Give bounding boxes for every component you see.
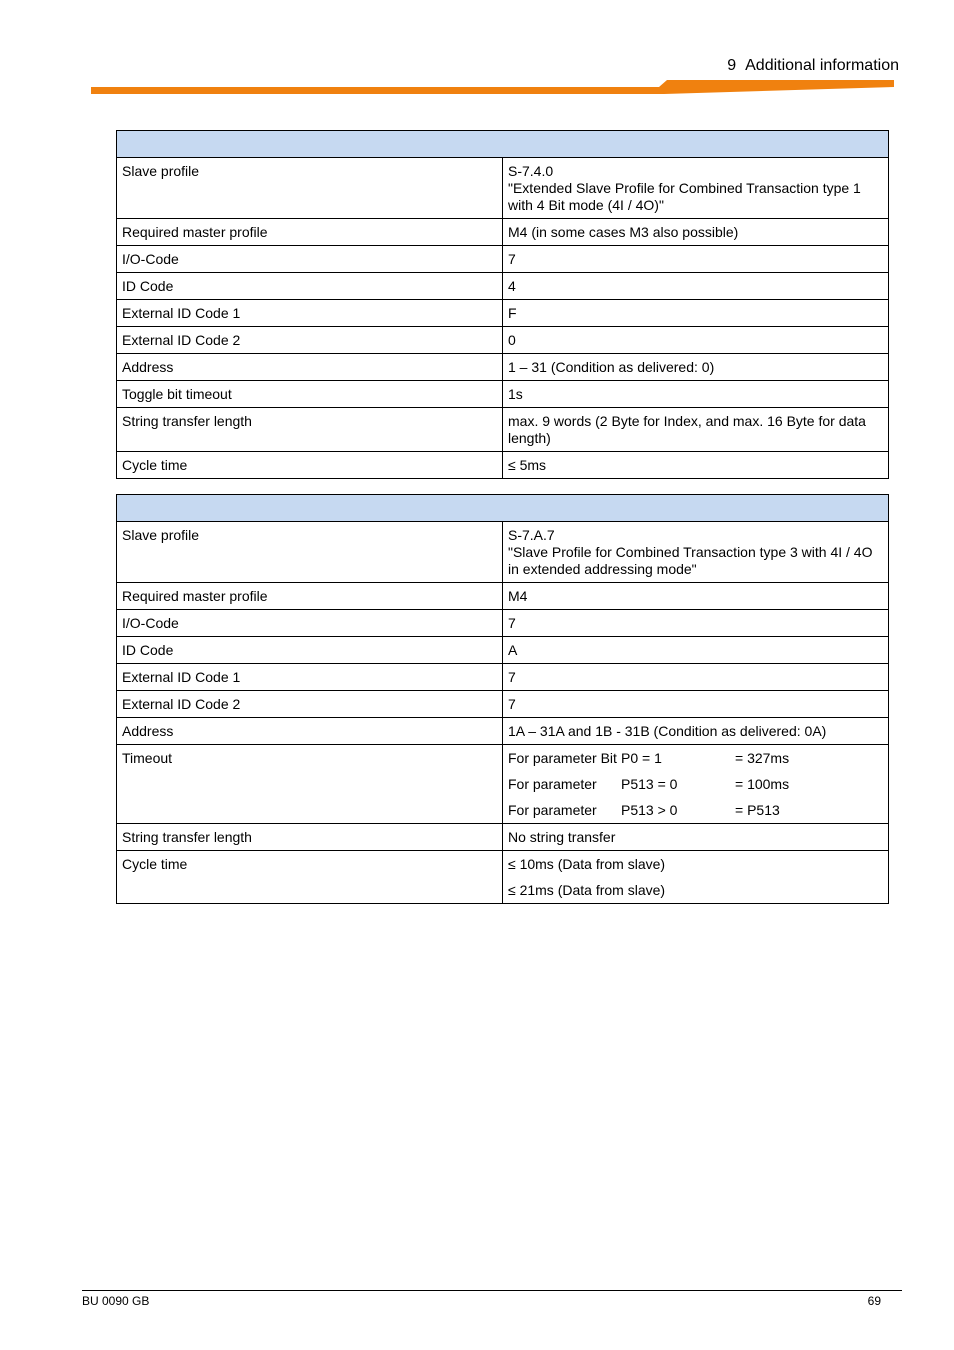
row-value: 0 (503, 327, 889, 354)
row-value (503, 522, 889, 583)
row-label: I/O-Code (117, 610, 503, 637)
row-label: ID Code (117, 273, 503, 300)
row-value: 1s (503, 381, 889, 408)
row-label: External ID Code 1 (117, 664, 503, 691)
timeout-value: = 100ms (735, 776, 790, 792)
row-value: 7 (503, 691, 889, 718)
row-label: Required master profile (117, 583, 503, 610)
row-label: Address (117, 354, 503, 381)
row-label: Toggle bit timeout (117, 381, 503, 408)
timeout-entry (508, 802, 883, 819)
row-value: M4 (503, 583, 889, 610)
table-row (117, 408, 889, 452)
table-row (117, 273, 889, 300)
timeout-condition: P513 > 0 (621, 802, 678, 818)
spec-table-2 (116, 494, 889, 904)
table-row (117, 354, 889, 381)
table-row (117, 381, 889, 408)
row-value: 1A – 31A and 1B - 31B (Condition as delivered: 0A) (503, 718, 889, 745)
document-id: BU 0090 GB (82, 1294, 150, 1308)
row-label: ID Code (117, 637, 503, 664)
row-label: Timeout (117, 745, 503, 824)
row-value: 7 (503, 246, 889, 273)
chapter-title: Additional information (745, 57, 899, 74)
row-label: String transfer length (117, 408, 503, 452)
footer-divider (82, 1290, 902, 1291)
row-value (503, 745, 889, 824)
row-value (503, 851, 889, 904)
table-row (117, 851, 889, 904)
table-row (117, 522, 889, 583)
table-row (117, 745, 889, 824)
row-value: No string transfer (503, 824, 889, 851)
timeout-condition: P0 = 1 (621, 750, 662, 766)
table-row (117, 824, 889, 851)
cycle-time-entry: ≤ 10ms (Data from slave) (508, 856, 666, 872)
timeout-entry (508, 750, 883, 776)
table-row (117, 246, 889, 273)
row-value: F (503, 300, 889, 327)
row-value: 7 (503, 610, 889, 637)
slave-profile-code: S-7.4.0 (508, 163, 554, 179)
cycle-time-entry: ≤ 21ms (Data from slave) (508, 882, 666, 898)
table-header-row (117, 131, 889, 158)
table-row (117, 452, 889, 479)
row-label: Required master profile (117, 219, 503, 246)
row-label: Cycle time (117, 851, 503, 904)
timeout-value: = 327ms (735, 750, 790, 766)
row-label: Slave profile (117, 522, 503, 583)
row-value: M4 (in some cases M3 also possible) (503, 219, 889, 246)
table-row (117, 664, 889, 691)
timeout-value: = P513 (735, 802, 780, 818)
row-value (503, 158, 889, 219)
table-row (117, 327, 889, 354)
timeout-entry (508, 776, 883, 802)
row-label: External ID Code 2 (117, 691, 503, 718)
table-row (117, 637, 889, 664)
row-value: 7 (503, 664, 889, 691)
spec-table-1 (116, 130, 889, 479)
row-value: 1 – 31 (Condition as delivered: 0) (503, 354, 889, 381)
table-header-row (117, 495, 889, 522)
row-label: String transfer length (117, 824, 503, 851)
table-row (117, 718, 889, 745)
timeout-param: For parameter (508, 776, 597, 792)
row-value: A (503, 637, 889, 664)
slave-profile-description: "Extended Slave Profile for Combined Transaction type 1 with 4 Bit mode (4I / 4O)" (508, 180, 861, 213)
row-label: Slave profile (117, 158, 503, 219)
timeout-param: For parameter Bit (508, 750, 617, 766)
slave-profile-code: S-7.A.7 (508, 527, 555, 543)
row-label: I/O-Code (117, 246, 503, 273)
timeout-condition: P513 = 0 (621, 776, 678, 792)
slave-profile-description: "Slave Profile for Combined Transaction type 3 with 4I / 4O in extended addressing mode" (508, 544, 873, 577)
timeout-param: For parameter (508, 802, 597, 818)
row-label: External ID Code 2 (117, 327, 503, 354)
row-label: External ID Code 1 (117, 300, 503, 327)
table-row (117, 691, 889, 718)
page-number: 69 (867, 1294, 881, 1308)
header-accent-bar (0, 0, 954, 100)
row-label: Address (117, 718, 503, 745)
table-row (117, 300, 889, 327)
row-value: 4 (503, 273, 889, 300)
table-row (117, 610, 889, 637)
row-value: ≤ 5ms (503, 452, 889, 479)
table-row (117, 158, 889, 219)
table-row (117, 583, 889, 610)
row-value: max. 9 words (2 Byte for Index, and max. 16 Byte for data length) (503, 408, 889, 452)
table-row (117, 219, 889, 246)
chapter-number: 9 (727, 57, 737, 74)
row-label: Cycle time (117, 452, 503, 479)
